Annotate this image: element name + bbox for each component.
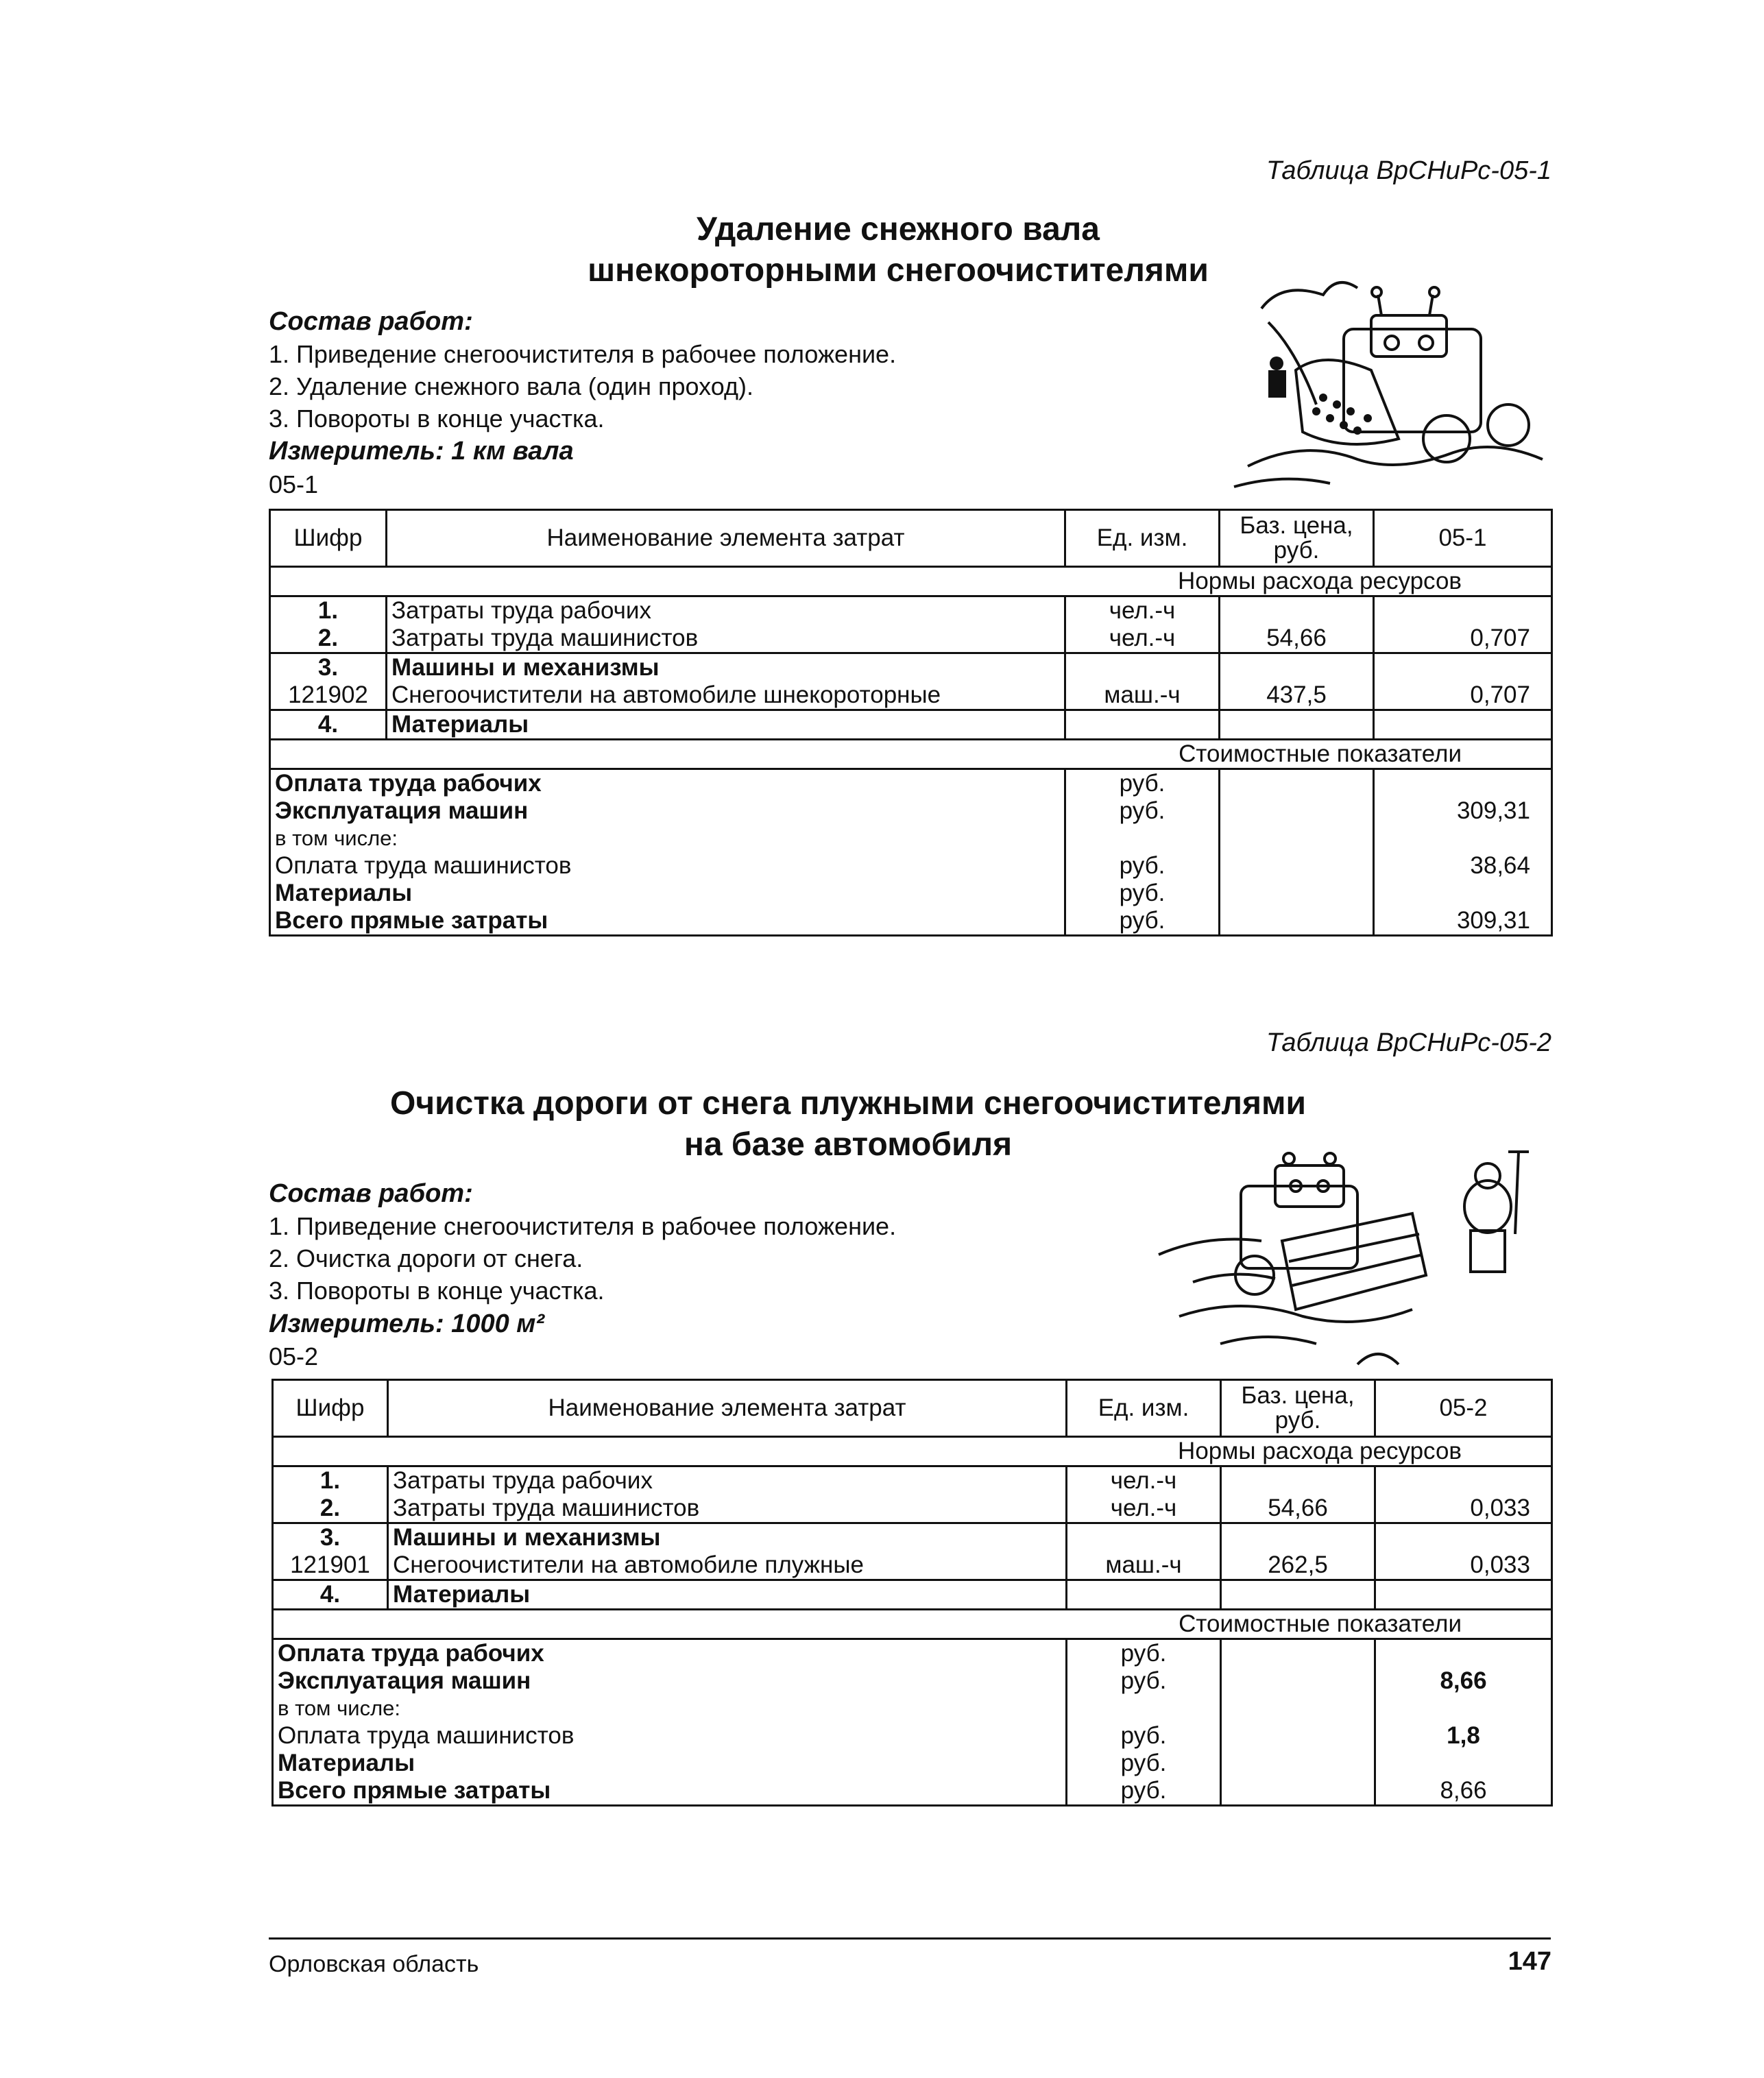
footer-region: Орловская область bbox=[269, 1951, 479, 1977]
row-name: Снегоочистители на автомобиле плужные bbox=[393, 1551, 865, 1578]
cost-unit: руб. bbox=[1120, 1722, 1167, 1749]
row-unit: маш.-ч bbox=[1105, 1551, 1182, 1578]
title-line: Удаление снежного вала bbox=[697, 211, 1100, 247]
row-name: Затраты труда машинистов bbox=[393, 1495, 700, 1521]
cost-name: Всего прямые затраты bbox=[278, 1777, 551, 1804]
row-cipher: 3. bbox=[319, 1524, 341, 1551]
row-value: 0,707 bbox=[1470, 625, 1530, 651]
row-unit: маш.-ч bbox=[1104, 681, 1181, 708]
row-name: Снегоочистители на автомобиле шнекороторные bbox=[391, 681, 941, 708]
cost-unit: руб. bbox=[1119, 880, 1165, 906]
row-price: 437,5 bbox=[1266, 681, 1327, 708]
work-item: 1. Приведение снегоочистителя в рабочее положение. bbox=[269, 1212, 897, 1240]
row-name: Затраты труда рабочих bbox=[391, 597, 651, 624]
work-item: 2. Очистка дороги от снега. bbox=[269, 1244, 583, 1272]
cost-unit bbox=[1070, 825, 1214, 852]
table-row bbox=[270, 653, 1552, 710]
table-header-row bbox=[273, 1380, 1552, 1437]
cost-heading-row bbox=[270, 740, 1552, 769]
cost-name: Эксплуатация машин bbox=[275, 797, 529, 824]
row-unit: чел.-ч bbox=[1110, 1495, 1177, 1521]
row-value: 0,033 bbox=[1470, 1551, 1530, 1578]
row-price bbox=[1224, 597, 1368, 625]
norms-heading-row bbox=[270, 567, 1552, 596]
snow-blower-truck-illustration bbox=[1220, 267, 1549, 494]
cost-value: 38,64 bbox=[1470, 852, 1530, 879]
row-value bbox=[1379, 654, 1530, 681]
row-name: Материалы bbox=[387, 710, 1065, 740]
footer-divider bbox=[269, 1937, 1551, 1940]
row-name: Затраты труда машинистов bbox=[391, 625, 699, 651]
snow-plow-truck-illustration bbox=[1152, 1138, 1536, 1371]
cost-value bbox=[1380, 1750, 1547, 1777]
row-price: 54,66 bbox=[1268, 1495, 1328, 1521]
cost-value bbox=[1379, 770, 1530, 797]
page-number: 147 bbox=[1508, 1947, 1551, 1976]
row-cipher: 3. bbox=[317, 654, 339, 681]
cost-block bbox=[273, 1639, 1552, 1806]
cost-name: в том числе: bbox=[275, 826, 398, 850]
cost-name: Оплата труда машинистов bbox=[275, 852, 572, 879]
cost-unit: руб. bbox=[1120, 1750, 1167, 1776]
cost-name: Оплата труда рабочих bbox=[278, 1640, 544, 1667]
row-cipher: 4. bbox=[270, 710, 387, 740]
header-code: 05-2 bbox=[1375, 1380, 1552, 1437]
row-price: 54,66 bbox=[1266, 625, 1327, 651]
header-cipher: Шифр bbox=[273, 1380, 388, 1437]
header-price: Баз. цена, руб. bbox=[1221, 1380, 1375, 1437]
header-price: Баз. цена, руб. bbox=[1220, 510, 1374, 567]
table-row bbox=[273, 1580, 1552, 1610]
table-label: Таблица ВрСНиРс-05-1 bbox=[1266, 156, 1551, 185]
norms-heading: Нормы расхода ресурсов bbox=[273, 1437, 1552, 1466]
cost-heading-row bbox=[273, 1610, 1552, 1639]
row-value bbox=[1375, 1580, 1552, 1610]
header-cipher: Шифр bbox=[270, 510, 387, 567]
header-unit: Ед. изм. bbox=[1067, 1380, 1221, 1437]
row-price bbox=[1226, 1524, 1370, 1551]
cost-name: Всего прямые затраты bbox=[275, 907, 548, 934]
cost-value bbox=[1380, 1640, 1547, 1667]
row-name: Затраты труда рабочих bbox=[393, 1467, 653, 1494]
cost-value: 8,66 bbox=[1440, 1667, 1487, 1694]
row-price bbox=[1221, 1580, 1375, 1610]
cost-name: Эксплуатация машин bbox=[278, 1667, 531, 1694]
row-unit bbox=[1065, 710, 1220, 740]
row-unit: чел.-ч bbox=[1110, 1467, 1177, 1494]
cost-name: Материалы bbox=[275, 880, 413, 906]
table-row bbox=[273, 1523, 1552, 1580]
row-cipher: 4. bbox=[273, 1580, 388, 1610]
cost-unit: руб. bbox=[1119, 797, 1165, 824]
cost-value: 309,31 bbox=[1456, 797, 1530, 824]
row-value bbox=[1379, 597, 1530, 625]
table-header-row bbox=[270, 510, 1552, 567]
title-line: шнекороторными снегоочистителями bbox=[588, 252, 1209, 289]
row-value bbox=[1380, 1467, 1530, 1495]
cost-heading: Стоимостные показатели bbox=[273, 1610, 1552, 1639]
row-price bbox=[1220, 710, 1374, 740]
cost-value bbox=[1379, 880, 1530, 907]
norms-heading: Нормы расхода ресурсов bbox=[270, 567, 1552, 596]
code-label: 05-2 bbox=[269, 1342, 319, 1370]
row-value bbox=[1374, 710, 1552, 740]
row-unit: чел.-ч bbox=[1109, 597, 1176, 624]
cost-value: 8,66 bbox=[1440, 1777, 1487, 1804]
norms-heading-row bbox=[273, 1437, 1552, 1466]
work-heading: Состав работ: bbox=[269, 307, 473, 336]
header-unit: Ед. изм. bbox=[1065, 510, 1220, 567]
cost-unit: руб. bbox=[1120, 1777, 1167, 1804]
row-unit: чел.-ч bbox=[1109, 625, 1176, 651]
cost-value bbox=[1380, 1695, 1547, 1722]
work-item: 3. Повороты в конце участка. bbox=[269, 1277, 605, 1305]
row-name: Материалы bbox=[388, 1580, 1067, 1610]
work-item: 1. Приведение снегоочистителя в рабочее положение. bbox=[269, 340, 897, 368]
row-cipher: 2. bbox=[317, 625, 339, 651]
cost-unit: руб. bbox=[1120, 1640, 1167, 1667]
row-value bbox=[1380, 1524, 1530, 1551]
work-item: 2. Удаление снежного вала (один проход). bbox=[269, 372, 753, 400]
code-label: 05-1 bbox=[269, 470, 319, 498]
cost-value: 309,31 bbox=[1456, 907, 1530, 934]
table-row bbox=[273, 1466, 1552, 1523]
cost-unit: руб. bbox=[1119, 852, 1165, 879]
norms-table bbox=[269, 509, 1553, 937]
measure: Измеритель: 1 км вала bbox=[269, 437, 574, 466]
cost-name: Оплата труда рабочих bbox=[275, 770, 542, 797]
cost-unit: руб. bbox=[1119, 770, 1165, 797]
title-line: на базе автомобиля bbox=[684, 1126, 1013, 1163]
table-row bbox=[270, 710, 1552, 740]
cost-value bbox=[1379, 825, 1530, 852]
row-price bbox=[1224, 654, 1368, 681]
cost-name: в том числе: bbox=[278, 1696, 401, 1720]
row-value: 0,033 bbox=[1470, 1495, 1530, 1521]
row-cipher: 1. bbox=[319, 1467, 341, 1494]
row-cipher: 1. bbox=[317, 597, 339, 624]
row-cipher: 2. bbox=[319, 1495, 341, 1521]
row-name: Машины и механизмы bbox=[391, 654, 660, 681]
row-price: 262,5 bbox=[1268, 1551, 1328, 1578]
table-row bbox=[270, 596, 1552, 653]
row-value: 0,707 bbox=[1470, 681, 1530, 708]
norms-table bbox=[271, 1379, 1553, 1807]
header-name: Наименование элемента затрат bbox=[388, 1380, 1067, 1437]
measure: Измеритель: 1000 м² bbox=[269, 1309, 545, 1338]
cost-block bbox=[270, 769, 1552, 936]
row-cipher: 121902 bbox=[288, 681, 368, 708]
cost-unit: руб. bbox=[1120, 1667, 1167, 1694]
row-unit bbox=[1070, 654, 1214, 681]
cost-name: Материалы bbox=[278, 1750, 415, 1776]
header-code: 05-1 bbox=[1374, 510, 1552, 567]
row-name: Машины и механизмы bbox=[393, 1524, 661, 1551]
work-heading: Состав работ: bbox=[269, 1179, 473, 1208]
cost-name: Оплата труда машинистов bbox=[278, 1722, 575, 1749]
row-unit bbox=[1067, 1580, 1221, 1610]
header-name: Наименование элемента затрат bbox=[387, 510, 1065, 567]
cost-value: 1,8 bbox=[1447, 1722, 1480, 1749]
cost-unit bbox=[1072, 1695, 1216, 1722]
row-price bbox=[1226, 1467, 1370, 1495]
cost-unit: руб. bbox=[1119, 907, 1165, 934]
work-item: 3. Повороты в конце участка. bbox=[269, 404, 605, 433]
cost-heading: Стоимостные показатели bbox=[270, 740, 1552, 769]
title-line: Очистка дороги от снега плужными снегоочистителями bbox=[389, 1085, 1307, 1122]
row-unit bbox=[1072, 1524, 1216, 1551]
row-cipher: 121901 bbox=[290, 1551, 370, 1578]
table-label: Таблица ВрСНиРс-05-2 bbox=[1266, 1028, 1551, 1057]
